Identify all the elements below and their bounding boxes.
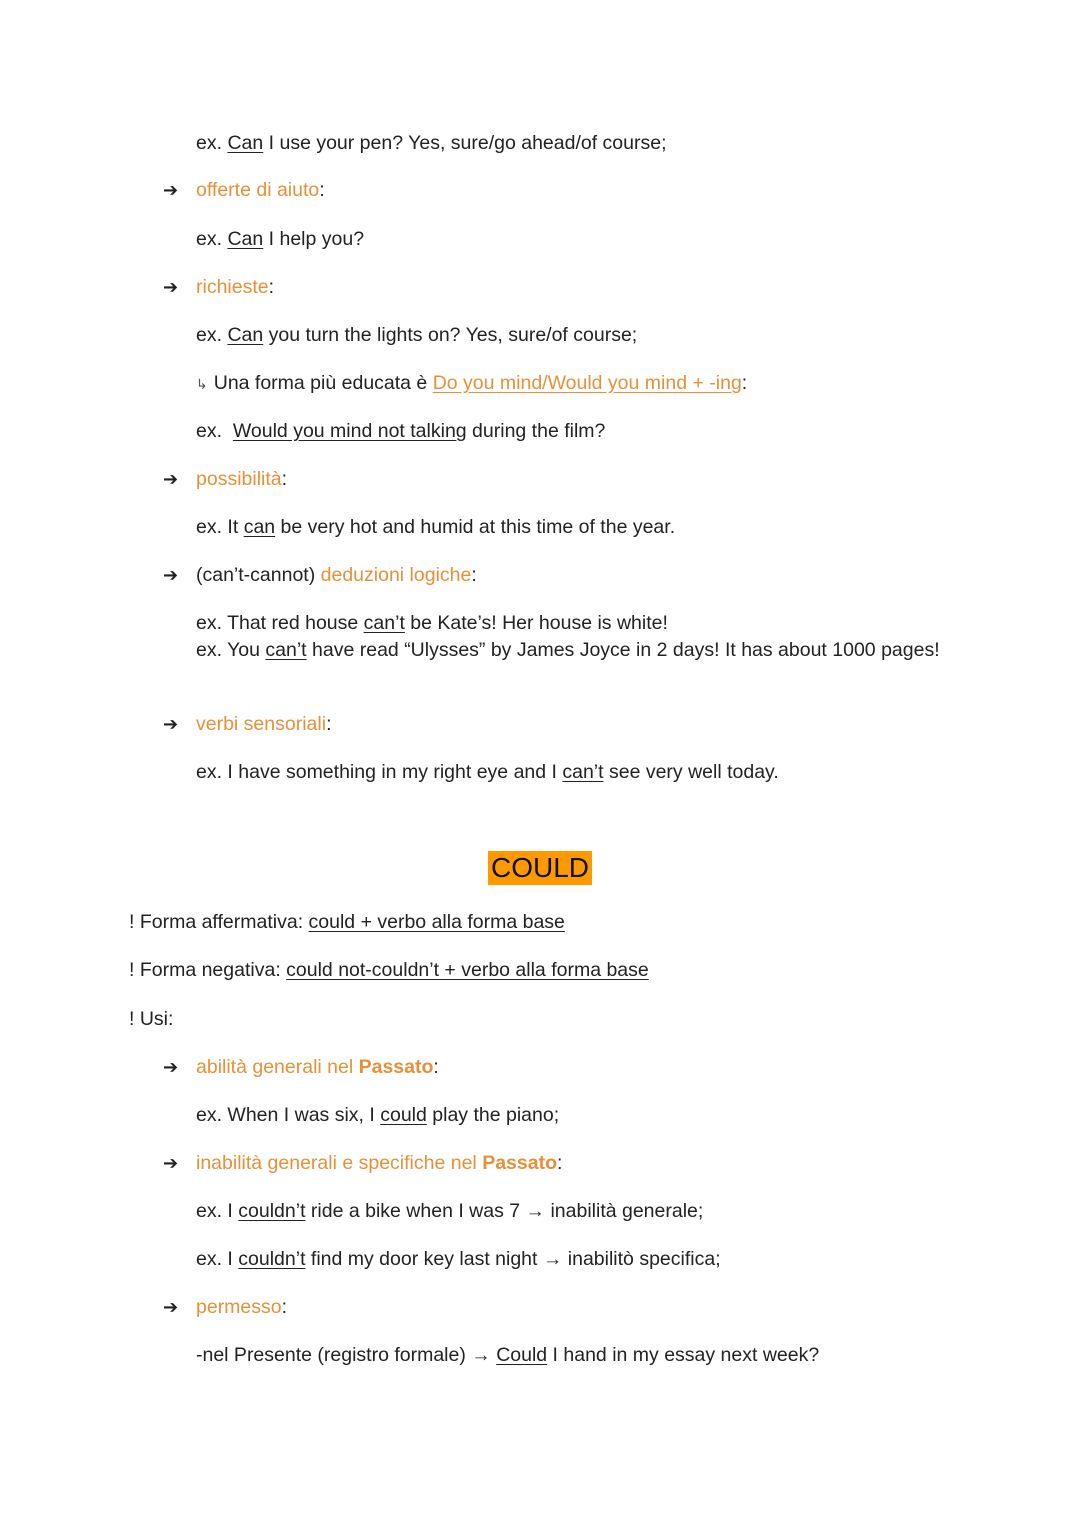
underlined-modal: can’t [363, 612, 405, 634]
example-line: ex. Would you mind not talking during the film? [196, 420, 606, 442]
section-heading-wrap [0, 851, 1080, 885]
bullet-deduzioni-logiche: ➔ (can’t-cannot) deduzioni logiche: [163, 562, 477, 589]
arrow-icon: ➔ [163, 714, 179, 735]
arrow-icon: ➔ [163, 277, 179, 298]
example-line: ex. Can I help you? [196, 228, 365, 250]
bullet-permesso: ➔ permesso: [163, 1294, 287, 1321]
underlined-modal: Can [227, 228, 264, 250]
example-line: -nel Presente (registro formale) → Could I hand in my essay next week? [196, 1344, 820, 1366]
arrow-icon: ➔ [163, 1297, 179, 1318]
bullet-possibilita: ➔ possibilità: [163, 466, 287, 493]
bullet-offerte-di-aiuto: ➔ offerte di aiuto: [163, 177, 325, 204]
arrow-icon: ➔ [163, 565, 179, 586]
underlined-rule: could not-couldn’t + verbo alla forma base [286, 959, 649, 981]
arrow-icon: ➔ [163, 1153, 179, 1174]
forma-negativa: ! Forma negativa: could not-couldn’t + verbo alla forma base [129, 959, 649, 981]
arrow-icon: ➔ [163, 469, 179, 490]
underlined-modal: couldn’t [238, 1200, 306, 1222]
example-line: ex. I couldn’t ride a bike when I was 7 → inabilità generale; [196, 1200, 704, 1222]
example-paragraph: ex. You can’t have read “Ulysses” by James Joyce in 2 days! It has about 1000 pages! [196, 639, 940, 661]
underlined-modal: Could [496, 1344, 548, 1366]
underlined-modal: can [243, 516, 276, 538]
bullet-richieste: ➔ richieste: [163, 274, 274, 301]
example-line: ex. Can you turn the lights on? Yes, sure/of course; [196, 324, 638, 346]
arrow-icon: ➔ [163, 1057, 179, 1078]
underlined-phrase: Would you mind not talking [232, 420, 467, 442]
sub-arrow-icon: ↳ [196, 377, 208, 393]
forma-affermativa: ! Forma affermativa: could + verbo alla forma base [129, 911, 565, 933]
underlined-modal: Can [227, 324, 264, 346]
note-line: ↳ Una forma più educata è Do you mind/Would you mind + -ing: [196, 372, 748, 394]
underlined-modal: can’t [562, 761, 604, 783]
section-heading: COULD [488, 851, 592, 885]
underlined-modal: couldn’t [238, 1248, 306, 1270]
underlined-modal: can’t [265, 639, 307, 661]
example-line: ex. I couldn’t find my door key last night → inabilitò specifica; [196, 1248, 721, 1270]
bullet-abilita-generali: ➔ abilità generali nel Passato: [163, 1054, 439, 1081]
usi-label: ! Usi: [129, 1008, 174, 1030]
example-line: ex. When I was six, I could play the piano; [196, 1104, 560, 1126]
underlined-modal: Can [227, 132, 264, 154]
example-line: ex. It can be very hot and humid at this time of the year. [196, 516, 676, 538]
example-line: ex. Can I use your pen? Yes, sure/go ahead/of course; [196, 132, 667, 154]
example-line: ex. That red house can’t be Kate’s! Her house is white! [196, 612, 668, 634]
example-line: ex. I have something in my right eye and I can’t see very well today. [196, 761, 779, 783]
bullet-inabilita: ➔ inabilità generali e specifiche nel Passato: [163, 1150, 562, 1177]
polite-form-link: Do you mind/Would you mind + -ing [432, 372, 742, 394]
arrow-icon: ➔ [163, 180, 179, 201]
bullet-verbi-sensoriali: ➔ verbi sensoriali: [163, 711, 331, 738]
underlined-modal: could [380, 1104, 427, 1126]
underlined-rule: could + verbo alla forma base [308, 911, 565, 933]
